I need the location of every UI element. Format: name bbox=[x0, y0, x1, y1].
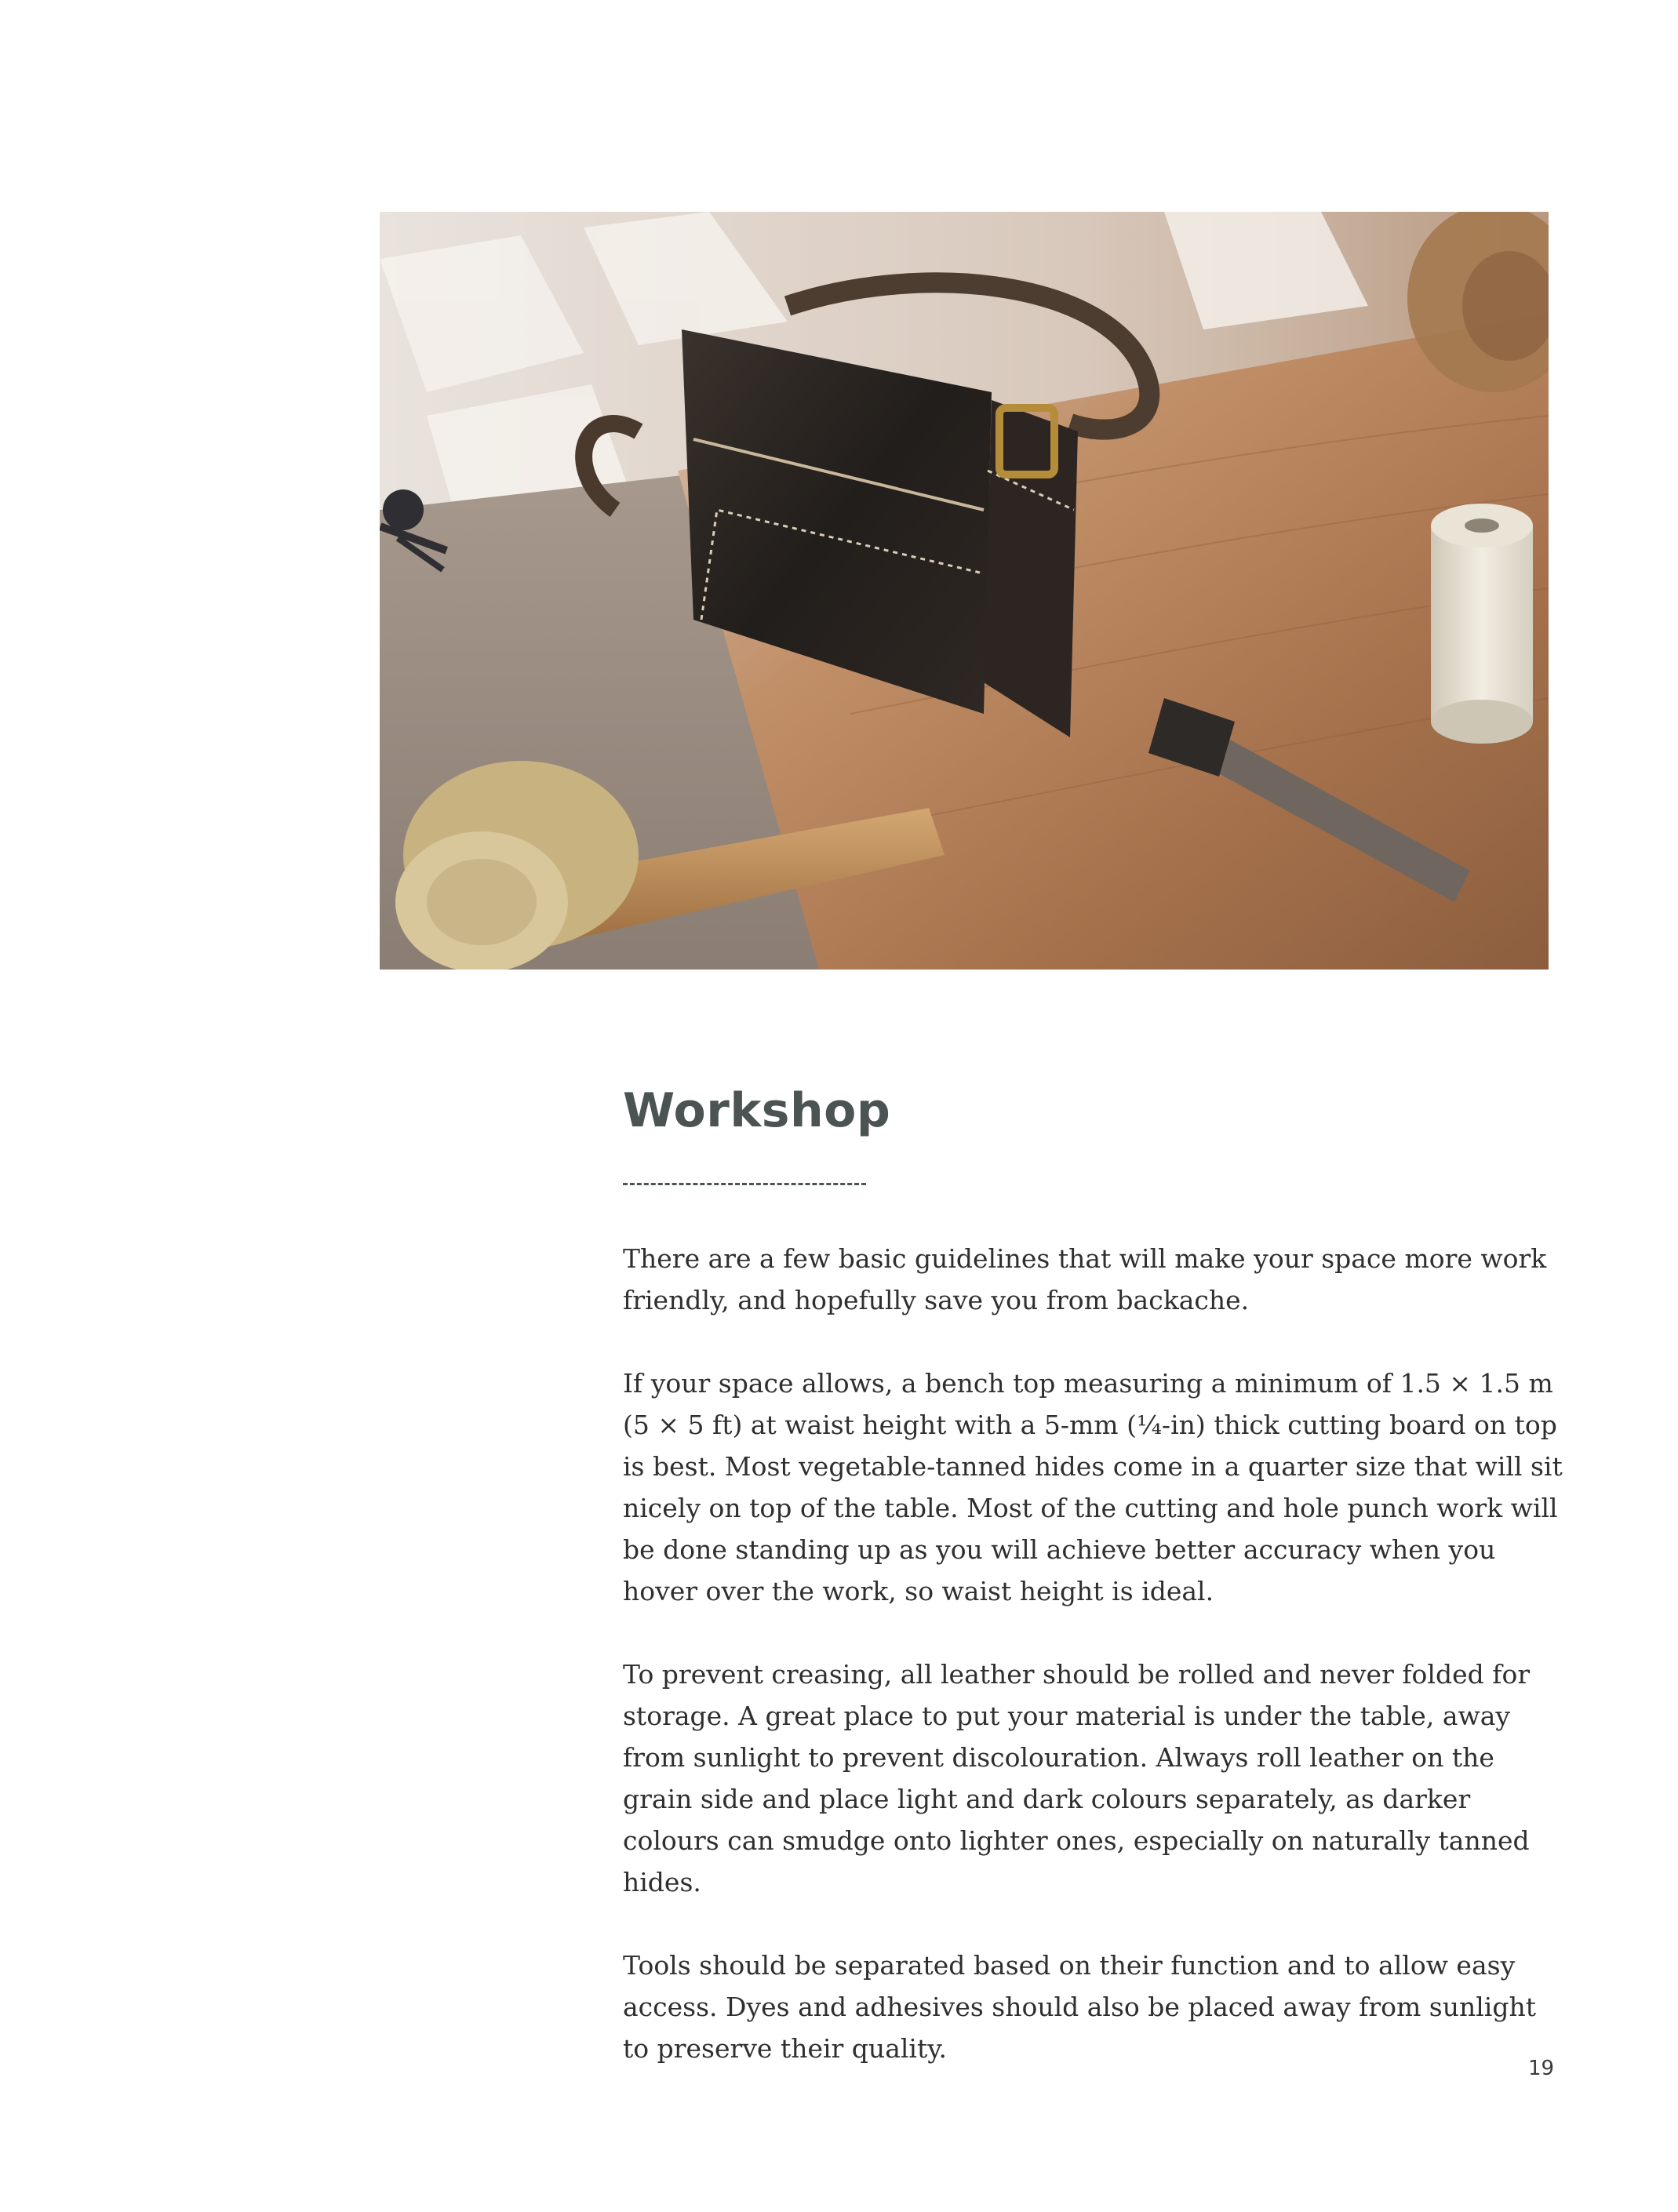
title-dashed-rule bbox=[623, 1183, 866, 1185]
body-text bbox=[623, 1238, 1564, 2111]
section-title: Workshop bbox=[623, 1083, 891, 1138]
paragraph-tools: Tools should be separated based on their function and to allow easy access. Dyes and adhesives should also be placed away from sunlight to preserve their quality. bbox=[623, 1950, 1536, 2064]
leather-bag-photo-icon bbox=[380, 212, 1549, 970]
paragraph-bench: If your space allows, a bench top measuring a minimum of 1.5 × 1.5 m (5 × 5 ft) at waist height with a 5-mm (¼-in) thick cutting board on top is best. Most vegetable-tanned hides come in a quarter size that will sit nicely on top of the table. Most of the cutting and hole punch work will be done standing up as you will achieve better accuracy when you hover over the work, so waist height is ideal. bbox=[623, 1368, 1563, 1606]
page-number: 19 bbox=[1528, 2057, 1555, 2080]
paragraph-storage: To prevent creasing, all leather should be rolled and never folded for storage. A great place to put your material is under the table, away from sunlight to prevent discolouration. Always roll leather on the grain side and place light and dark colours separately, as darker colours can smudge onto lighter ones, especially on naturally tanned hides. bbox=[623, 1659, 1531, 1897]
workshop-photo bbox=[380, 212, 1549, 970]
paragraph-intro: There are a few basic guidelines that will make your space more work friendly, and hopefully save you from backache. bbox=[623, 1243, 1547, 1315]
